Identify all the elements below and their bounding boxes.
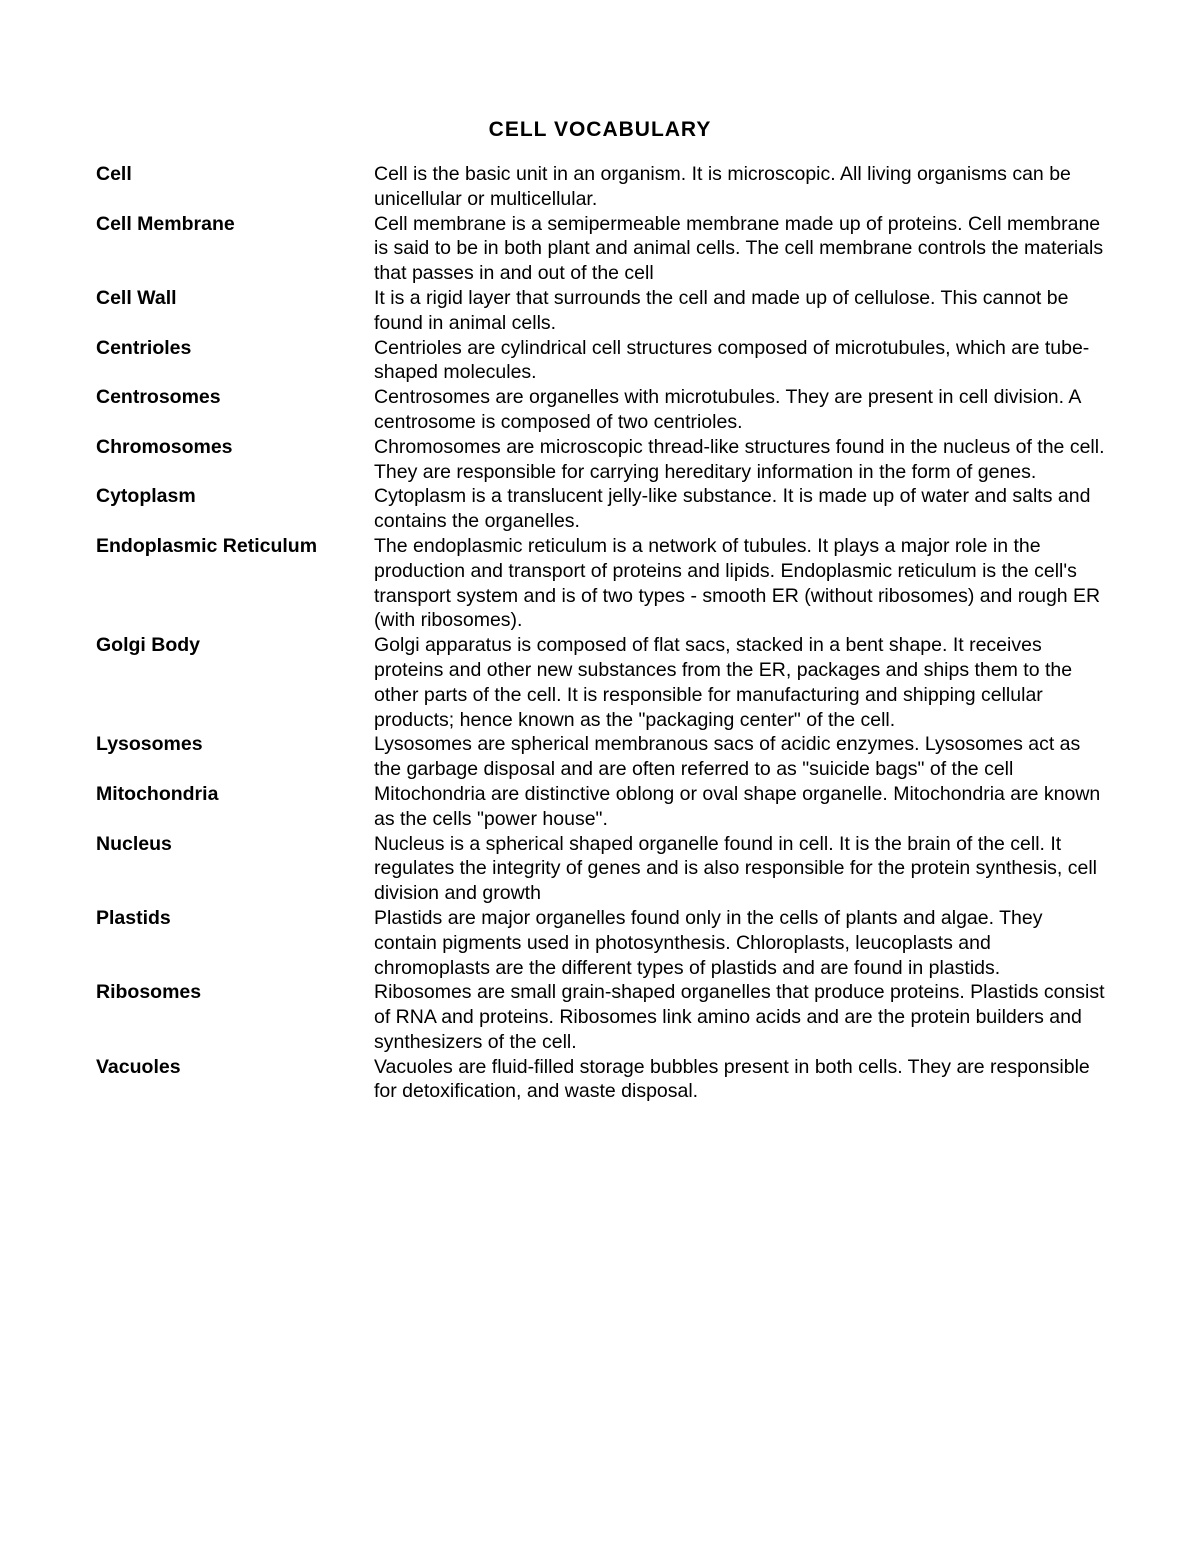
vocab-definition: Nucleus is a spherical shaped organelle found in cell. It is the brain of the cell. It regulates the integrity of genes and is also responsible for the protein synthesis, cell division and growth [374, 832, 1097, 905]
vocab-entry-cell [96, 162, 1106, 212]
vocab-entry-cell-membrane [96, 212, 1106, 286]
vocab-term: Nucleus [96, 832, 172, 855]
vocab-term: Cytoplasm [96, 485, 196, 508]
vocab-entry-golgi-body [96, 633, 1106, 732]
vocab-definition: Ribosomes are small grain-shaped organelles that produce proteins. Plastids consist of RNA and proteins. Ribosomes link amino acids and are the protein builders and synthesizers of the cell. [374, 981, 1105, 1053]
vocab-definition: Mitochondria are distinctive oblong or oval shape organelle. Mitochondria are known as the cells "power house". [374, 782, 1101, 830]
vocab-term: Endoplasmic Reticulum [96, 534, 318, 557]
vocab-definition: Centrosomes are organelles with microtubules. They are present in cell division. A centrosome is composed of two centrioles. [374, 386, 1081, 433]
vocab-definition: Vacuoles are fluid-filled storage bubbles present in both cells. They are responsible for detoxification, and waste disposal. [374, 1055, 1090, 1103]
vocab-entry-vacuoles [96, 1055, 1106, 1105]
vocab-term: Mitochondria [96, 782, 219, 805]
vocab-term: Vacuoles [96, 1055, 181, 1078]
vocab-term: Centrosomes [96, 386, 221, 409]
vocab-term: Cell [96, 163, 132, 185]
vocab-definition: Cell is the basic unit in an organism. It is microscopic. All living organisms can be unicellular or multicellular. [374, 163, 1071, 210]
vocab-entry-nucleus [96, 832, 1106, 906]
vocab-term: Chromosomes [96, 435, 233, 458]
vocab-entry-cytoplasm [96, 484, 1106, 534]
vocab-definition: Cell membrane is a semipermeable membrane made up of proteins. Cell membrane is said to be in both plant and animal cells. The cell membrane controls the materials that passes in and out of the cell [374, 212, 1104, 285]
vocab-entry-endoplasmic-reticulum [96, 534, 1106, 633]
vocab-entry-mitochondria [96, 782, 1106, 832]
vocab-definition: Golgi apparatus is composed of flat sacs, stacked in a bent shape. It receives proteins and other new substances from the ER, packages and ships them to the other parts of the cell. It is responsible for manufacturing and shipping cellular products; hence known as the "packaging center" of the cell. [374, 634, 1073, 731]
page-title: CELL VOCABULARY [488, 118, 712, 141]
vocab-term: Lysosomes [96, 733, 203, 756]
vocab-definition: Plastids are major organelles found only in the cells of plants and algae. They contain pigments used in photosynthesis. Chloroplasts, leucoplasts and chromoplasts are the different types of plastids and are found in plastids. [374, 906, 1043, 979]
vocab-entry-ribosomes [96, 980, 1106, 1054]
vocab-entry-plastids [96, 906, 1106, 980]
vocab-definition: Lysosomes are spherical membranous sacs of acidic enzymes. Lysosomes act as the garbage disposal and are often referred to as "suicide bags" of the cell [374, 733, 1081, 781]
vocabulary-list [96, 162, 1106, 1104]
vocab-term: Plastids [96, 906, 171, 929]
vocab-entry-lysosomes [96, 732, 1106, 782]
vocab-term: Ribosomes [96, 981, 202, 1004]
vocab-term: Cell Wall [96, 286, 177, 309]
vocab-entry-centrosomes [96, 385, 1106, 435]
vocab-definition: The endoplasmic reticulum is a network of tubules. It plays a major role in the production and transport of proteins and lipids. Endoplasmic reticulum is the cell's transport system and is of two types - smooth ER (without ribosomes) and rough ER (with ribosomes). [374, 534, 1101, 632]
vocab-entry-cell-wall [96, 286, 1106, 336]
vocab-term: Golgi Body [96, 634, 200, 657]
vocab-definition: It is a rigid layer that surrounds the cell and made up of cellulose. This cannot be found in animal cells. [374, 286, 1069, 334]
vocab-term: Centrioles [96, 336, 192, 359]
vocab-definition: Centrioles are cylindrical cell structures composed of microtubules, which are tube-shaped molecules. [374, 336, 1090, 384]
vocab-term: Cell Membrane [96, 212, 235, 235]
vocab-entry-centrioles [96, 336, 1106, 386]
vocab-definition: Chromosomes are microscopic thread-like structures found in the nucleus of the cell. They are responsible for carrying hereditary information in the form of genes. [374, 435, 1105, 483]
vocab-entry-chromosomes [96, 435, 1106, 485]
vocab-definition: Cytoplasm is a translucent jelly-like substance. It is made up of water and salts and contains the organelles. [374, 485, 1091, 533]
